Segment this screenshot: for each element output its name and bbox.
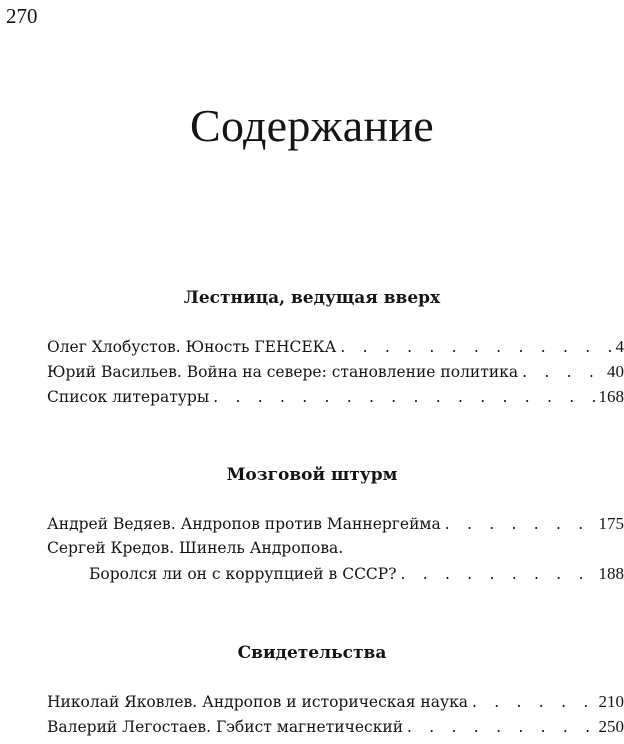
section-heading: Мозговой штурм [226,465,398,485]
dot-leader [441,512,599,537]
toc-entry[interactable] [47,714,624,739]
entry-title: Олег Хлобустов. Юность ГЕНСЕКА [47,338,337,356]
page-title: Содержание [189,100,435,151]
dot-leader [468,690,598,715]
toc-entry[interactable] [47,689,624,714]
toc-section [0,463,624,586]
toc-section [0,641,624,739]
entry-page-number: 188 [598,564,624,583]
entry-title: Список литературы [47,388,210,406]
dot-leader [397,562,599,587]
entry-title: Андрей Ведяев. Андропов против Маннергейма [47,515,441,533]
entry-page-number: 250 [598,717,624,736]
entry-title: Николай Яковлев. Андропов и историческая наука [47,693,469,711]
entry-page-number: 4 [615,337,624,356]
dot-leader [518,360,607,385]
dot-leader [336,335,615,360]
toc-entry[interactable] [47,384,624,409]
toc-entry[interactable] [47,511,624,536]
toc-entry[interactable] [47,359,624,384]
entry-title: Сергей Кредов. Шинель Андропова. [47,539,344,557]
dot-leader [403,715,598,740]
entry-page-number: 175 [598,514,624,533]
section-heading: Лестница, ведущая вверх [183,288,441,308]
page-number: 270 [6,4,38,28]
toc-entry[interactable] [47,334,624,359]
toc-entry[interactable] [47,536,624,561]
entry-page-number: 168 [598,387,624,406]
entry-title: Боролся ли он с коррупцией в СССР? [89,565,397,583]
toc-section [0,286,624,409]
section-heading: Свидетельства [237,643,387,663]
dot-leader [209,385,598,410]
entry-title: Валерий Легостаев. Гэбист магнетический [47,718,404,736]
entry-page-number: 210 [598,692,624,711]
entry-title: Юрий Васильев. Война на севере: становление политика [47,363,519,381]
entry-page-number: 40 [607,362,624,381]
toc-entry-continuation[interactable] [89,561,624,586]
